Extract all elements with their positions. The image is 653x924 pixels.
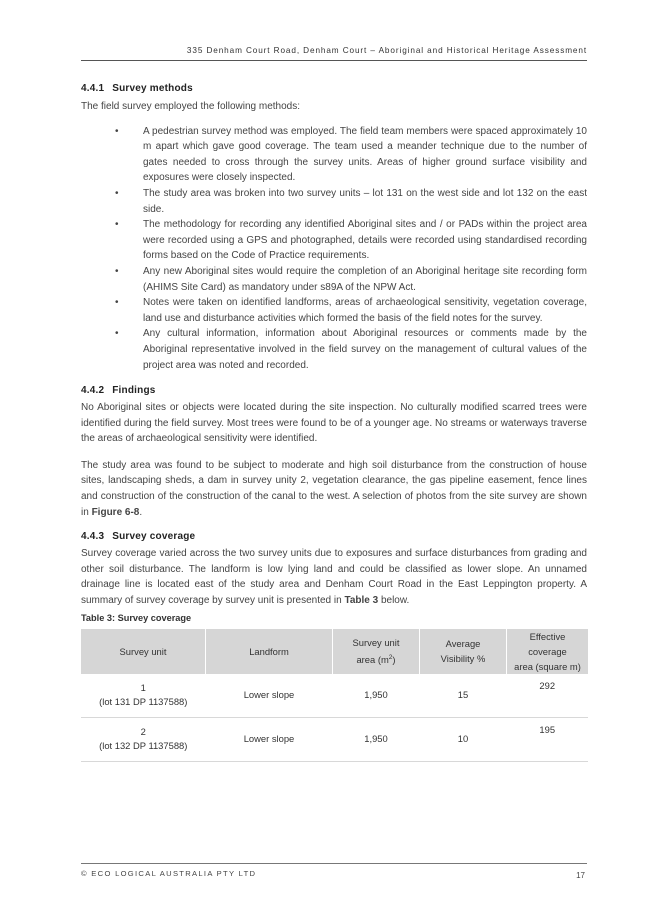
cell-area: 1,950: [333, 717, 420, 761]
bullet-icon: •: [115, 125, 119, 137]
figure-reference: Figure 6-8: [91, 506, 140, 518]
cell-survey-unit: 2 (lot 132 DP 1137588): [81, 717, 206, 761]
heading-survey-methods: [81, 83, 587, 94]
methods-list: [81, 124, 587, 374]
paragraph-text: The study area was found to be subject to moderate and high soil disturbance from the construction of house sites, landscaping sheds, a dam in survey unity 2, vegetation clearance, the gas pipeline easement, fence lines and construction of the construction of the canal to the west. A selection of photos from the site survey are shown in: [81, 459, 587, 518]
section-number: 4.4.2: [81, 385, 105, 397]
findings-paragraph-2: [81, 458, 587, 520]
list-item-text: The study area was broken into two survey units – lot 131 on the west side and lot 132 on the east side.: [143, 187, 587, 215]
bullet-icon: •: [115, 219, 119, 231]
list-item: [81, 326, 587, 373]
section-number: 4.4.3: [81, 531, 105, 543]
list-item: [81, 124, 587, 186]
list-item: [81, 217, 587, 264]
cell-survey-unit: 1 (lot 131 DP 1137588): [81, 674, 206, 718]
section-number: 4.4.1: [81, 83, 105, 94]
table-reference: Table 3: [344, 595, 379, 607]
bullet-icon: •: [115, 297, 119, 309]
cell-effective-coverage: 292: [507, 674, 589, 718]
header-area: Survey unit area $(m^2)$: [333, 629, 420, 674]
cell-effective-coverage: 195: [507, 717, 589, 761]
section-title: Findings: [112, 385, 156, 397]
cell-landform: Lower slope: [206, 717, 333, 761]
page-number: 17: [576, 871, 585, 880]
page-content: [81, 83, 587, 762]
list-item: [81, 295, 587, 326]
list-item-text: Notes were taken on identified landforms, areas of archaeological sensitivity, vegetation coverage, land use and disturbance activities which formed the basis of the field notes for the survey.: [143, 297, 587, 324]
table-row: [81, 717, 588, 761]
running-header: 335 Denham Court Road, Denham Court – Aboriginal and Historical Heritage Assessment: [186, 46, 587, 55]
list-item: [81, 264, 587, 295]
header-visibility: Average Visibility %: [420, 629, 507, 674]
findings-paragraph-1: No Aboriginal sites or objects were located during the site inspection. No culturally modified scarred trees were identified during the field survey. Most trees were found to be of a younger age. No streams or waterways traverse the areas of archaeological sensitivity were identified.: [81, 402, 587, 445]
list-item-text: A pedestrian survey method was employed. The field team members were spaced approximately 10 m apart which gave good coverage. The team used a meander technique due to the number of gates needed to cross through the survey units. Areas of higher ground surface visibility and exposures were closely inspected.: [143, 125, 587, 184]
coverage-paragraph: [81, 546, 587, 608]
section-title: Survey methods: [112, 83, 193, 94]
footer-rule: [81, 863, 587, 864]
list-item-text: The methodology for recording any identified Aboriginal sites and / or PADs within the project area were recorded using a GPS and photographed, details were recorded using standardised recording forms based on the Code of Practice requirements.: [143, 219, 587, 262]
header-landform: Landform: [206, 629, 333, 674]
bullet-icon: •: [115, 187, 119, 199]
table-caption: Table 3: Survey coverage: [81, 612, 192, 623]
header-survey-unit: Survey unit: [81, 629, 206, 674]
heading-findings: [81, 385, 587, 396]
list-item-text: Any new Aboriginal sites would require the completion of an Aboriginal heritage site recording form (AHIMS Site Card) as mandatory under s89A of the NPW Act.: [143, 265, 587, 293]
survey-methods-intro: The field survey employed the following methods:: [81, 101, 301, 112]
bullet-icon: •: [115, 328, 119, 340]
survey-coverage-table: [81, 629, 588, 762]
paragraph-end: .: [139, 506, 143, 518]
list-item: [81, 186, 587, 217]
table-header-row: [81, 629, 588, 674]
footer-copyright: © ECO LOGICAL AUSTRALIA PTY LTD: [81, 869, 257, 878]
header-effective-coverage: Effective coverage area (square m): [507, 629, 589, 674]
cell-visibility: 10: [420, 717, 507, 761]
cell-landform: Lower slope: [206, 674, 333, 718]
table-row: [81, 674, 588, 718]
cell-visibility: 15: [420, 674, 507, 718]
cell-area: 1,950: [333, 674, 420, 718]
section-title: Survey coverage: [112, 531, 196, 543]
paragraph-end: below.: [378, 595, 410, 607]
paragraph-text: Survey coverage varied across the two survey units due to exposures and surface disturbances from grading and other soil disturbance. The landform is low lying land and could be classified as lower slope. An unnamed drainage line is located east of the study area and Denham Court Road in the East Leppington property. A summary of survey coverage by survey unit is presented in: [81, 548, 587, 607]
bullet-icon: •: [115, 265, 119, 277]
header-rule: [81, 60, 587, 61]
heading-survey-coverage: [81, 531, 587, 542]
list-item-text: Any cultural information, information about Aboriginal resources or comments made by the Aboriginal representative involved in the field survey on the management of cultural values of the project area was noted and recorded.: [143, 328, 587, 371]
